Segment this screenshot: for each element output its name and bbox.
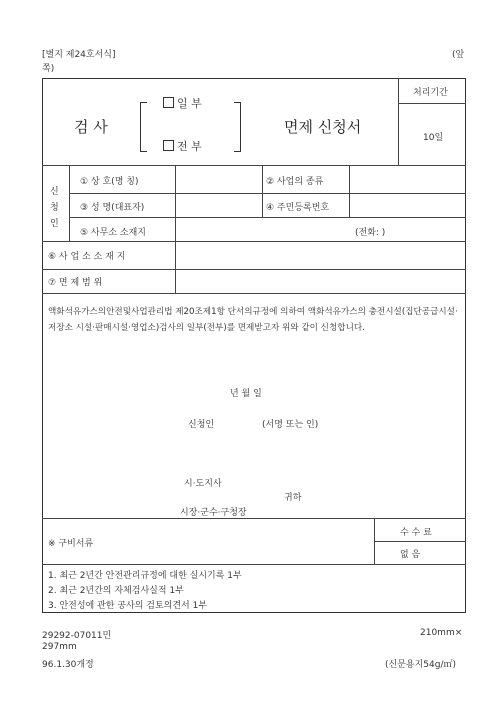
checkbox-full[interactable] xyxy=(163,140,174,151)
applicant-group-label: 신 청 인 xyxy=(50,187,59,229)
resident-number-label: ④ 주민등록번호 xyxy=(266,203,330,213)
line-val-col-2 xyxy=(349,193,350,217)
line-row-3 xyxy=(69,217,466,218)
footer-paper: (신문용지54g/㎡) xyxy=(385,660,456,670)
footer-size: 210mm× xyxy=(420,628,463,638)
line-val-col-1 xyxy=(349,165,350,193)
sign-note: (서명 또는 인) xyxy=(262,420,319,430)
representative-label: ③ 성 명(대표자) xyxy=(80,203,145,213)
line-label-col-2 xyxy=(175,269,176,293)
page-side-label: (앞 xyxy=(452,50,465,60)
left-bracket xyxy=(140,102,147,152)
option-partial-label: 일 부 xyxy=(177,97,202,110)
line-row-6 xyxy=(42,293,466,294)
documents-label: ※ 구비서류 xyxy=(48,539,94,549)
declaration-text: 액화석유가스의안전및사업관리법 제20조제1항 단서의규정에 의하여 액화석유가스의 충전시설(집단공급시설·저장소 시설·판매시설·영업소)검사의 일부(전부)를 면제받고자 위와 같이 신청합니다. xyxy=(48,307,458,333)
addressee-governor: 시·도지사 xyxy=(184,479,222,489)
checkbox-partial[interactable] xyxy=(163,97,174,108)
fee-value: 없 음 xyxy=(400,550,421,560)
line-row-5 xyxy=(42,269,466,270)
documents-list xyxy=(48,569,242,614)
title-right: 면제 신청서 xyxy=(284,118,362,136)
addressee-mayor: 시장·군수·구청장 xyxy=(180,508,247,518)
footer-size-cont: 297mm xyxy=(42,642,77,652)
page-side-label-cont: 쪽) xyxy=(42,64,55,74)
right-bracket xyxy=(234,102,241,152)
line-fee-mid xyxy=(374,541,466,542)
date-line: 년 월 일 xyxy=(230,389,262,399)
line-mid-col-1 xyxy=(262,165,263,193)
honorific: 귀하 xyxy=(284,493,302,503)
period-divider xyxy=(398,78,399,165)
footer-revision: 96.1.30개정 xyxy=(42,660,94,670)
document-item: 2. 최근 2년간의 자체검사실적 1부 xyxy=(48,586,184,596)
line-docs-mid xyxy=(42,564,466,565)
name-label: ① 상 호(명 칭) xyxy=(80,177,139,187)
document-item: 1. 최근 2년간 안전관리규정에 대한 실시기록 1부 xyxy=(48,571,242,581)
option-full[interactable] xyxy=(163,138,202,154)
line-docs-top xyxy=(42,518,466,519)
document-item: 3. 안전성에 관한 공사의 검토의견서 1부 xyxy=(48,601,208,611)
exemption-scope-label: ⑦ 면 제 범 위 xyxy=(48,278,103,288)
line-applicant-group xyxy=(69,165,70,241)
office-address-label: ⑤ 사무소 소재지 xyxy=(80,228,146,238)
site-address-label: ⑥ 사 업 소 소 재 지 xyxy=(48,252,126,262)
applicant-sign-label: 신청인 xyxy=(188,420,215,430)
line-row-4 xyxy=(42,241,466,242)
line-row-2 xyxy=(69,193,466,194)
footer-code: 29292-07011민 xyxy=(42,631,112,641)
option-full-label: 전 부 xyxy=(177,140,202,153)
line-applicant-top xyxy=(42,165,466,166)
option-partial[interactable] xyxy=(163,95,202,111)
period-label: 처리기간 xyxy=(413,88,448,98)
line-mid-col-2 xyxy=(262,193,263,217)
phone-label: (전화: ) xyxy=(355,228,386,238)
business-type-label: ② 사업의 종류 xyxy=(266,177,324,187)
title-left: 검 사 xyxy=(74,118,108,136)
period-value: 10일 xyxy=(423,133,444,143)
fee-label: 수 수 료 xyxy=(400,528,432,538)
form-number: [별지 제24호서식] xyxy=(42,50,116,60)
period-line xyxy=(398,103,466,104)
